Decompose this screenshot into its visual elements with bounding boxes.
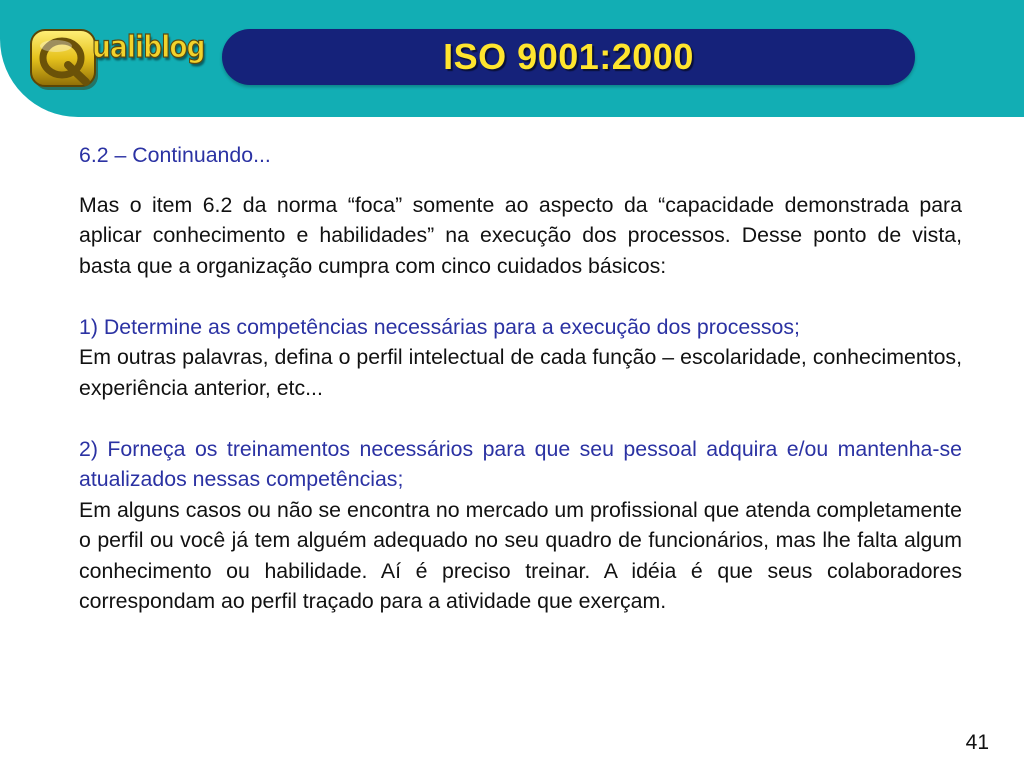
point-1-text: Em outras palavras, defina o perfil intelectual de cada função – escolaridade, conhecimentos, experiência anterior, etc...	[79, 345, 962, 400]
page-title: ISO 9001:2000	[443, 36, 694, 77]
slide-content	[79, 140, 962, 617]
point-1-title: 1) Determine as competências necessárias para a execução dos processos;	[79, 314, 800, 339]
point-2-text: Em alguns casos ou não se encontra no mercado um profissional que atenda completamente o perfil ou você já tem alguém adequado no seu quadro de funcionários, mas lhe falta algum conhecimento ou habilidade. Aí é preciso treinar. A idéia é que seus colaboradores correspondam ao perfil traçado para a atividade que exerçam.	[79, 497, 962, 613]
point-2-title: 2) Forneça os treinamentos necessários para que seu pessoal adquira e/ou mantenha-se atualizados nessas competências;	[79, 436, 962, 491]
intro-paragraph: Mas o item 6.2 da norma “foca” somente ao aspecto da “capacidade demonstrada para aplicar conhecimento e habilidades” na execução dos processos. Desse ponto de vista, basta que a organização cumpra com cinco cuidados básicos:	[79, 192, 962, 278]
section-subheading: 6.2 – Continuando...	[79, 143, 271, 167]
title-banner	[222, 29, 915, 85]
logo-text: ualiblog	[92, 30, 205, 65]
qualiblog-logo	[30, 22, 220, 96]
page-number: 41	[965, 731, 989, 754]
spacer	[79, 403, 962, 434]
spacer	[79, 281, 962, 312]
